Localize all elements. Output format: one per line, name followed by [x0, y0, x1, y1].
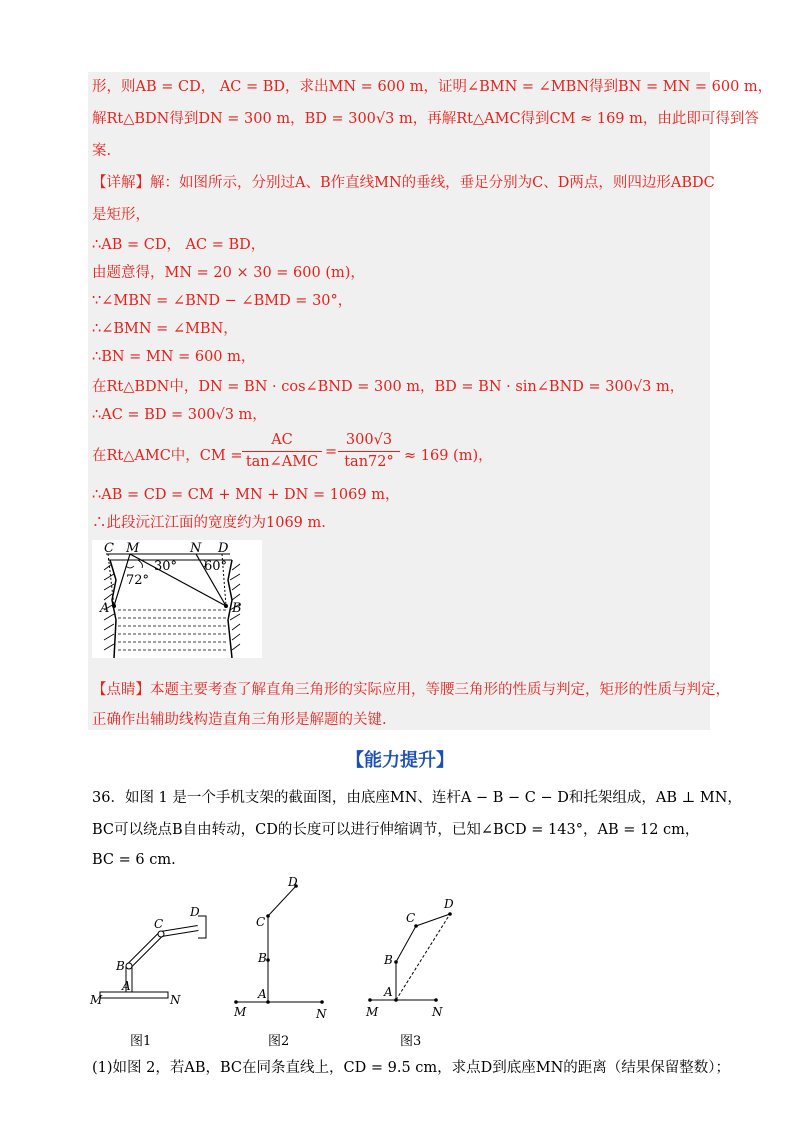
fig2-label-b: B	[258, 951, 267, 965]
solution-line-15: ∴此段沅江江面的宽度约为1069 m.	[92, 515, 326, 531]
frac-right-den: tan72°	[344, 454, 394, 470]
caption-fig1: 图1	[130, 1034, 152, 1049]
fig1-label-b: B	[116, 959, 125, 973]
fig3-label-b: B	[384, 953, 393, 967]
problem-line-3: BC = 6 cm.	[92, 852, 176, 868]
fig3-label-n: N	[432, 1005, 443, 1019]
label-d: D	[218, 541, 229, 556]
solution-line-4: 【详解】解：如图所示，分别过A、B作直线MN的垂线，垂足分别为C、D两点，则四边形ABDC	[92, 175, 715, 191]
solution-line-7: 由题意得，MN = 20 × 30 = 600 (m)，	[92, 265, 365, 281]
fig1-label-m: M	[90, 993, 103, 1007]
label-a: A	[100, 601, 110, 616]
fig3-label-c: C	[406, 911, 416, 925]
fig3-label-d: D	[444, 897, 454, 911]
label-c: C	[104, 541, 114, 556]
frac-left-num: AC	[271, 432, 293, 448]
fig1-label-d: D	[190, 905, 200, 919]
cm-prefix: 在Rt△AMC中，CM =	[92, 448, 243, 464]
solution-line-11: 在Rt△BDN中，DN = BN · cos∠BND = 300 m，BD = BN · sin∠BND = 300√3 m，	[92, 379, 685, 395]
frac-right-bar	[338, 451, 400, 452]
solution-line-1: 形，则AB = CD， AC = BD，求出MN = 600 m，证明∠BMN = ∠MBN得到BN = MN = 600 m，	[92, 79, 773, 95]
fig1-label-n: N	[170, 993, 181, 1007]
solution-line-10: ∴BN = MN = 600 m，	[92, 349, 256, 365]
fig3-label-m: M	[366, 1005, 379, 1019]
stand-figures	[88, 876, 488, 1046]
fig2-label-c: C	[256, 915, 266, 929]
fig2-label-a: A	[258, 987, 267, 1001]
frac-right-num: 300√3	[345, 432, 393, 448]
solution-line-9: ∴∠BMN = ∠MBN，	[92, 321, 238, 337]
solution-line-6: ∴AB = CD， AC = BD，	[92, 237, 266, 253]
caption-fig2: 图2	[268, 1034, 290, 1049]
caption-fig3: 图3	[400, 1034, 422, 1049]
fig1-label-c: C	[154, 917, 164, 931]
solution-line-8: ∵∠MBN = ∠BND − ∠BMD = 30°，	[92, 293, 353, 309]
fig1-label-a: A	[122, 979, 131, 993]
figure-1	[89, 905, 206, 1007]
solution-line-2: 解Rt△BDN得到DN = 300 m，BD = 300√3 m，再解Rt△AMC得到CM ≈ 169 m，由此即可得到答	[92, 111, 759, 127]
question-1: (1)如图 2，若AB，BC在同条直线上，CD = 9.5 cm，求点D到底座MN的距离（结果保留整数）；	[92, 1060, 731, 1076]
angle-72: 72°	[126, 573, 150, 588]
cm-suffix: ≈ 169 (m)，	[404, 448, 493, 464]
frac-left-den: tan∠AMC	[245, 454, 319, 470]
equals-sign: =	[325, 444, 338, 460]
frac-left-bar	[242, 451, 322, 452]
comment-line-1: 【点睛】本题主要考查了解直角三角形的实际应用，等腰三角形的性质与判定，矩形的性质与判定，	[92, 682, 730, 698]
fig3-label-a: A	[384, 985, 393, 999]
problem-line-2: BC可以绕点B自由转动，CD的长度可以进行伸缩调节，已知∠BCD = 143°，AB = 12 cm，	[92, 822, 700, 838]
label-n: N	[190, 541, 202, 556]
fig2-label-m: M	[234, 1005, 247, 1019]
section-title: 【能力提升】	[346, 750, 454, 771]
comment-line-2: 正确作出辅助线构造直角三角形是解题的关键.	[92, 712, 387, 728]
figure-2	[233, 876, 327, 1021]
river-figure	[92, 540, 262, 658]
problem-line-1: 36．如图 1 是一个手机支架的截面图，由底座MN、连杆A − B − C − D和托架组成，AB ⊥ MN，	[92, 790, 742, 806]
solution-line-14: ∴AB = CD = CM + MN + DN = 1069 m，	[92, 487, 400, 503]
solution-line-5: 是矩形，	[92, 207, 150, 223]
figure-3	[365, 897, 454, 1019]
label-b: B	[232, 601, 242, 616]
solution-line-3: 案.	[92, 143, 112, 159]
angle-60: 60°	[204, 559, 228, 574]
fig2-label-d: D	[288, 876, 298, 889]
label-m: M	[126, 541, 140, 556]
fig2-label-n: N	[316, 1007, 327, 1021]
angle-30: 30°	[154, 559, 178, 574]
solution-line-12: ∴AC = BD = 300√3 m，	[92, 407, 267, 423]
